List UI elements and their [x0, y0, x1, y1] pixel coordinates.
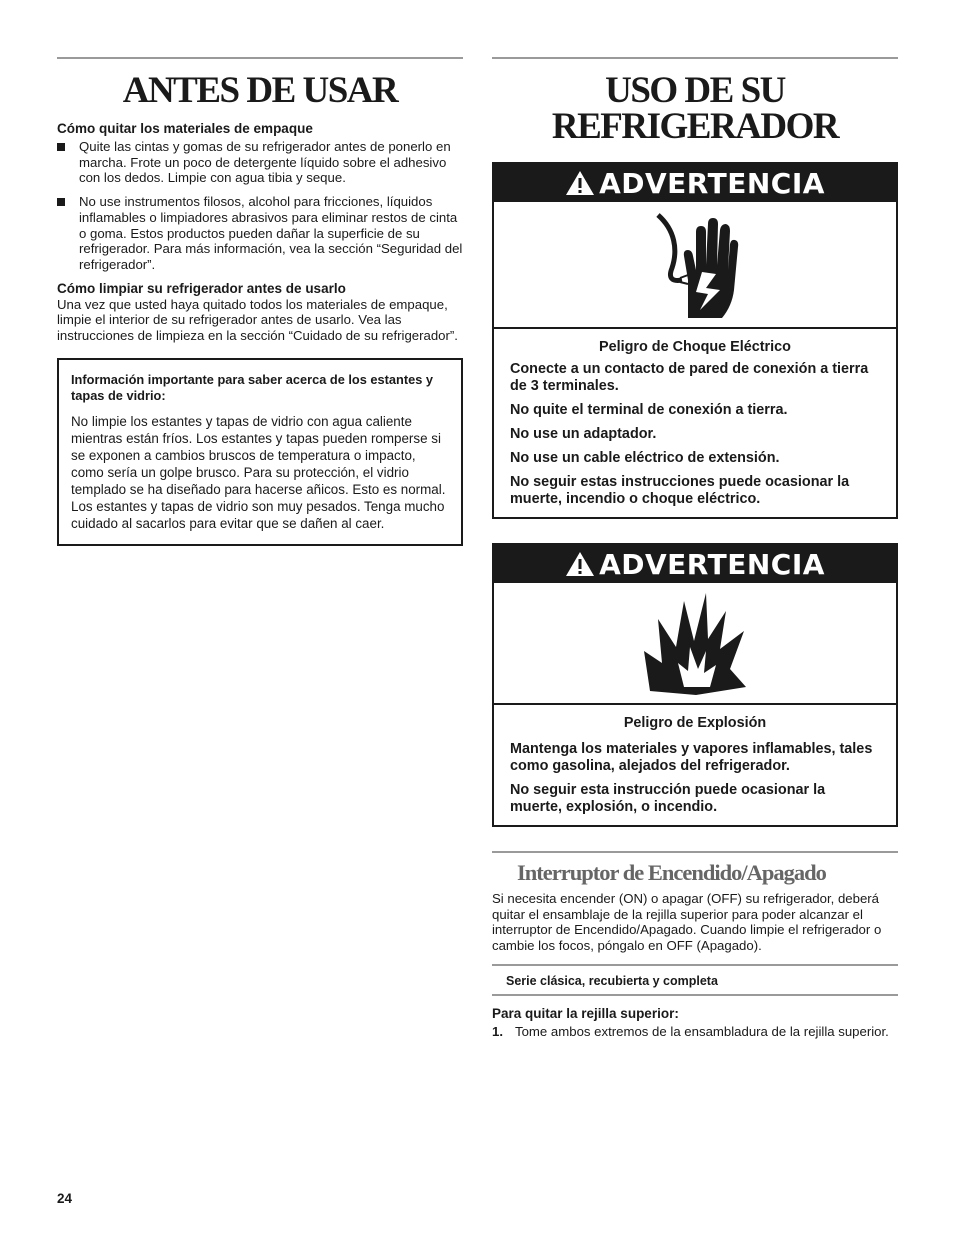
list-item: 1. Tome ambos extremos de la ensambladura de la rejilla superior. — [492, 1023, 889, 1039]
warning-line: Conecte a un contacto de pared de conexión a tierra de 3 terminales. — [510, 361, 869, 394]
glass-shelves-info-box — [57, 358, 463, 546]
electric-shock-warning — [492, 162, 898, 519]
info-box-text: No limpie los estantes y tapas de vidrio con agua caliente mientras están fríos. Los estantes y tapas pueden romperse si se exponen a cambios bruscos de temperatura o impacto, como sería un golpe brusco. Para su protección, el vidrio templado se ha diseñado para hacerse añicos. Esto es normal. Los estantes y tapas de vidrio son muy pesados. Tenga mucho cuidado al sacarlos para evitar que se dañen al caer. — [71, 413, 446, 531]
page-number: 24 — [57, 1191, 73, 1206]
hazard-title: Peligro de Explosión — [623, 715, 767, 731]
cleaning-heading: Cómo limpiar su refrigerador antes de usarlo — [57, 280, 346, 296]
square-bullet-icon — [57, 198, 65, 206]
section-divider — [492, 851, 898, 853]
packaging-heading: Cómo quitar los materiales de empaque — [57, 121, 313, 136]
right-column — [492, 57, 898, 1040]
square-bullet-icon — [57, 143, 65, 151]
warning-header — [494, 164, 896, 202]
warning-line: No use un cable eléctrico de extensión. — [510, 450, 780, 466]
steps-list — [492, 1024, 898, 1040]
list-item: Quite las cintas y gomas de su refrigerador antes de ponerlo en marcha. Frote un poco de detergente líquido sobre el adhesivo con los dedos. Limpie con agua tibia y seque. — [57, 139, 463, 186]
warning-line: No use un adaptador. — [510, 426, 657, 442]
warning-label: ADVERTENCIA — [599, 166, 825, 200]
packaging-list — [57, 139, 463, 273]
warning-label: ADVERTENCIA — [599, 547, 825, 581]
warning-triangle-icon — [565, 551, 595, 577]
page-title-uso-refrigerador: USO DE SU REFRIGERADOR — [551, 70, 839, 147]
explosion-warning — [492, 543, 898, 827]
cleaning-text: Una vez que usted haya quitado todos los materiales de empaque, limpie el interior de su refrigerador antes de usarlo. Vea las instrucciones de limpieza en la sección “Cuidado de su refrigerador”. — [57, 296, 458, 344]
warning-line: Mantenga los materiales y vapores inflamables, tales como gasolina, alejados del refrigerador. — [510, 741, 873, 774]
warning-triangle-icon — [565, 170, 595, 196]
info-box-heading: Información importante para saber acerca de los estantes y tapas de vidrio: — [71, 371, 434, 404]
series-bar: Serie clásica, recubierta y completa — [492, 964, 898, 996]
list-item: No use instrumentos filosos, alcohol para fricciones, líquidos inflamables o limpiadores abrasivos para eliminar restos de cinta o goma. Estos productos pueden dañar la superficie de su refrigerador. Para más información, vea la sección “Seguridad del refrigerador”. — [57, 194, 463, 273]
warning-header — [494, 545, 896, 583]
warning-line: No seguir esta instrucción puede ocasionar la muerte, explosión, o incendio. — [510, 782, 826, 815]
left-column — [57, 57, 463, 546]
warning-line: No seguir estas instrucciones puede ocasionar la muerte, incendio o choque eléctrico. — [510, 474, 850, 507]
warning-line: No quite el terminal de conexión a tierra. — [510, 402, 788, 418]
electric-shock-hand-icon — [650, 210, 740, 320]
steps-heading: Para quitar la rejilla superior: — [492, 1005, 679, 1021]
power-switch-text: Si necesita encender (ON) o apagar (OFF) su refrigerador, deberá quitar el ensamblaje de la rejilla superior para poder alcanzar el interruptor de Encendido/Apagado. Cuando limpie el refrigerador o cambie los focos, póngalo en OFF (Apagado). — [492, 891, 882, 954]
explosion-icon — [640, 591, 750, 696]
page-title-antes-de-usar: ANTES DE USAR — [122, 70, 398, 111]
power-switch-heading: Interruptor de Encendido/Apagado — [517, 860, 826, 885]
hazard-title: Peligro de Choque Eléctrico — [599, 339, 791, 355]
